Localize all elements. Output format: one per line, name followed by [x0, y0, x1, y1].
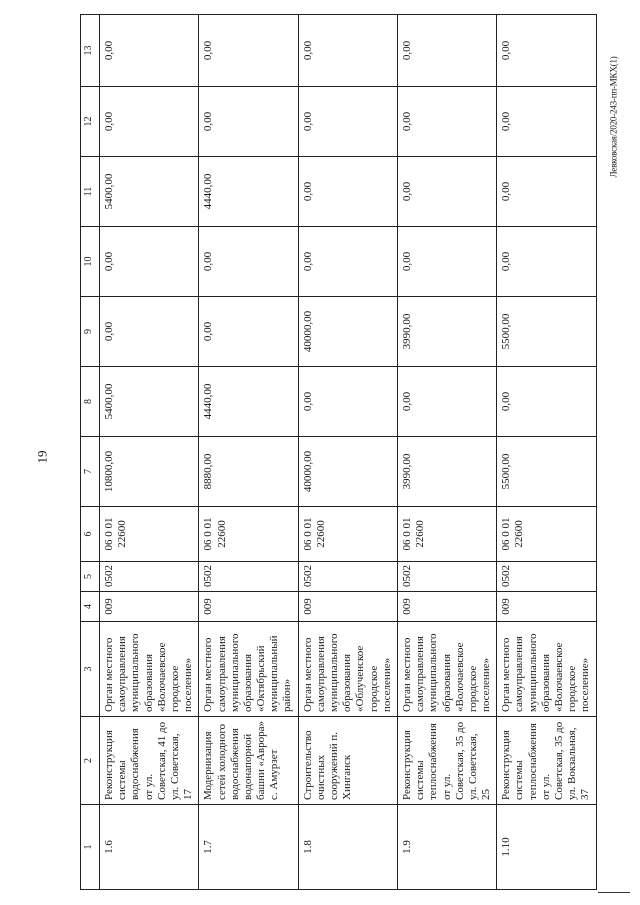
amount-col-9: 0,00	[199, 297, 298, 367]
activity-name: Реконструкция системы водоснабжения от ул. Советская, 41 до ул. Советская, 17	[100, 717, 199, 805]
amount-col-11: 4440,00	[199, 157, 298, 227]
amount-col-10: 0,00	[397, 227, 496, 297]
row-number: 1.8	[298, 805, 397, 890]
col-header: 7	[81, 437, 100, 507]
amount-col-13: 0,00	[397, 15, 496, 87]
col-header: 1	[81, 805, 100, 890]
row-number: 1.10	[497, 805, 596, 890]
section-code: 0502	[497, 562, 596, 592]
amount-col-11: 0,00	[497, 157, 596, 227]
amount-col-10: 0,00	[199, 227, 298, 297]
col-header: 8	[81, 367, 100, 437]
amount-col-13: 0,00	[199, 15, 298, 87]
section-code: 0502	[199, 562, 298, 592]
section-code: 0502	[298, 562, 397, 592]
amount-col-7: 40000,00	[298, 437, 397, 507]
activity-name: Реконструкция системы теплоснабжения от ул. Советская, 35 до ул. Советская, 25	[397, 717, 496, 805]
table-row	[100, 15, 199, 890]
row-number: 1.7	[199, 805, 298, 890]
amount-col-7: 8880,00	[199, 437, 298, 507]
amount-col-11: 0,00	[397, 157, 496, 227]
amount-col-8: 0,00	[298, 367, 397, 437]
col-header: 6	[81, 507, 100, 562]
grbs-code: 009	[397, 592, 496, 622]
amount-col-12: 0,00	[397, 87, 496, 157]
executor: Орган местного самоуправления муниципального образования «Волочаевское городское поселение»	[497, 622, 596, 717]
target-article-code: 06 0 01 22600	[199, 507, 298, 562]
document-code: Левковская/2020-243-пп-МКХ(1)	[608, 56, 619, 178]
amount-col-12: 0,00	[497, 87, 596, 157]
amount-col-11: 0,00	[298, 157, 397, 227]
amount-col-13: 0,00	[298, 15, 397, 87]
amount-col-10: 0,00	[298, 227, 397, 297]
column-number-row	[81, 15, 100, 890]
amount-col-10: 0,00	[497, 227, 596, 297]
amount-col-12: 0,00	[298, 87, 397, 157]
table-container	[80, 15, 592, 890]
table-row	[497, 15, 596, 890]
amount-col-8: 5400,00	[100, 367, 199, 437]
executor: Орган местного самоуправления муниципального образования «Волочаевское городское поселение»	[397, 622, 496, 717]
section-code: 0502	[397, 562, 496, 592]
amount-col-7: 5500,00	[497, 437, 596, 507]
executor: Орган местного самоуправления муниципального образования «Облученское городское поселение»	[298, 622, 397, 717]
table-row	[397, 15, 496, 890]
target-article-code: 06 0 01 22600	[397, 507, 496, 562]
activity-name: Строительство очистных сооружений п. Хинганск	[298, 717, 397, 805]
grbs-code: 009	[199, 592, 298, 622]
amount-col-8: 4440,00	[199, 367, 298, 437]
amount-col-9: 3990,00	[397, 297, 496, 367]
activity-name: Модернизация сетей холодного водоснабжения водонапорной башни «Аврора» с. Амурзет	[199, 717, 298, 805]
row-number: 1.6	[100, 805, 199, 890]
amount-col-9: 0,00	[100, 297, 199, 367]
scan-edge-line	[598, 892, 630, 893]
col-header: 4	[81, 592, 100, 622]
section-code: 0502	[100, 562, 199, 592]
amount-col-7: 10800,00	[100, 437, 199, 507]
program-activities-table	[80, 14, 597, 890]
target-article-code: 06 0 01 22600	[100, 507, 199, 562]
amount-col-13: 0,00	[100, 15, 199, 87]
row-number: 1.9	[397, 805, 496, 890]
amount-col-12: 0,00	[100, 87, 199, 157]
col-header: 13	[81, 15, 100, 87]
grbs-code: 009	[497, 592, 596, 622]
amount-col-9: 5500,00	[497, 297, 596, 367]
col-header: 3	[81, 622, 100, 717]
table-row	[199, 15, 298, 890]
target-article-code: 06 0 01 22600	[298, 507, 397, 562]
col-header: 5	[81, 562, 100, 592]
amount-col-8: 0,00	[397, 367, 496, 437]
page-number: 19	[34, 450, 50, 464]
table-row	[298, 15, 397, 890]
executor: Орган местного самоуправления муниципального образования «Волочаевское городское поселение»	[100, 622, 199, 717]
amount-col-9: 40000,00	[298, 297, 397, 367]
amount-col-13: 0,00	[497, 15, 596, 87]
executor: Орган местного самоуправления муниципального образования «Октябрьский муниципальный район»	[199, 622, 298, 717]
col-header: 2	[81, 717, 100, 805]
target-article-code: 06 0 01 22600	[497, 507, 596, 562]
col-header: 10	[81, 227, 100, 297]
grbs-code: 009	[298, 592, 397, 622]
amount-col-11: 5400,00	[100, 157, 199, 227]
amount-col-12: 0,00	[199, 87, 298, 157]
amount-col-8: 0,00	[497, 367, 596, 437]
activity-name: Реконструкция системы теплоснабжения от ул. Советская, 35 до ул. Вокзальная, 37	[497, 717, 596, 805]
col-header: 12	[81, 87, 100, 157]
col-header: 11	[81, 157, 100, 227]
amount-col-10: 0,00	[100, 227, 199, 297]
grbs-code: 009	[100, 592, 199, 622]
amount-col-7: 3990,00	[397, 437, 496, 507]
col-header: 9	[81, 297, 100, 367]
